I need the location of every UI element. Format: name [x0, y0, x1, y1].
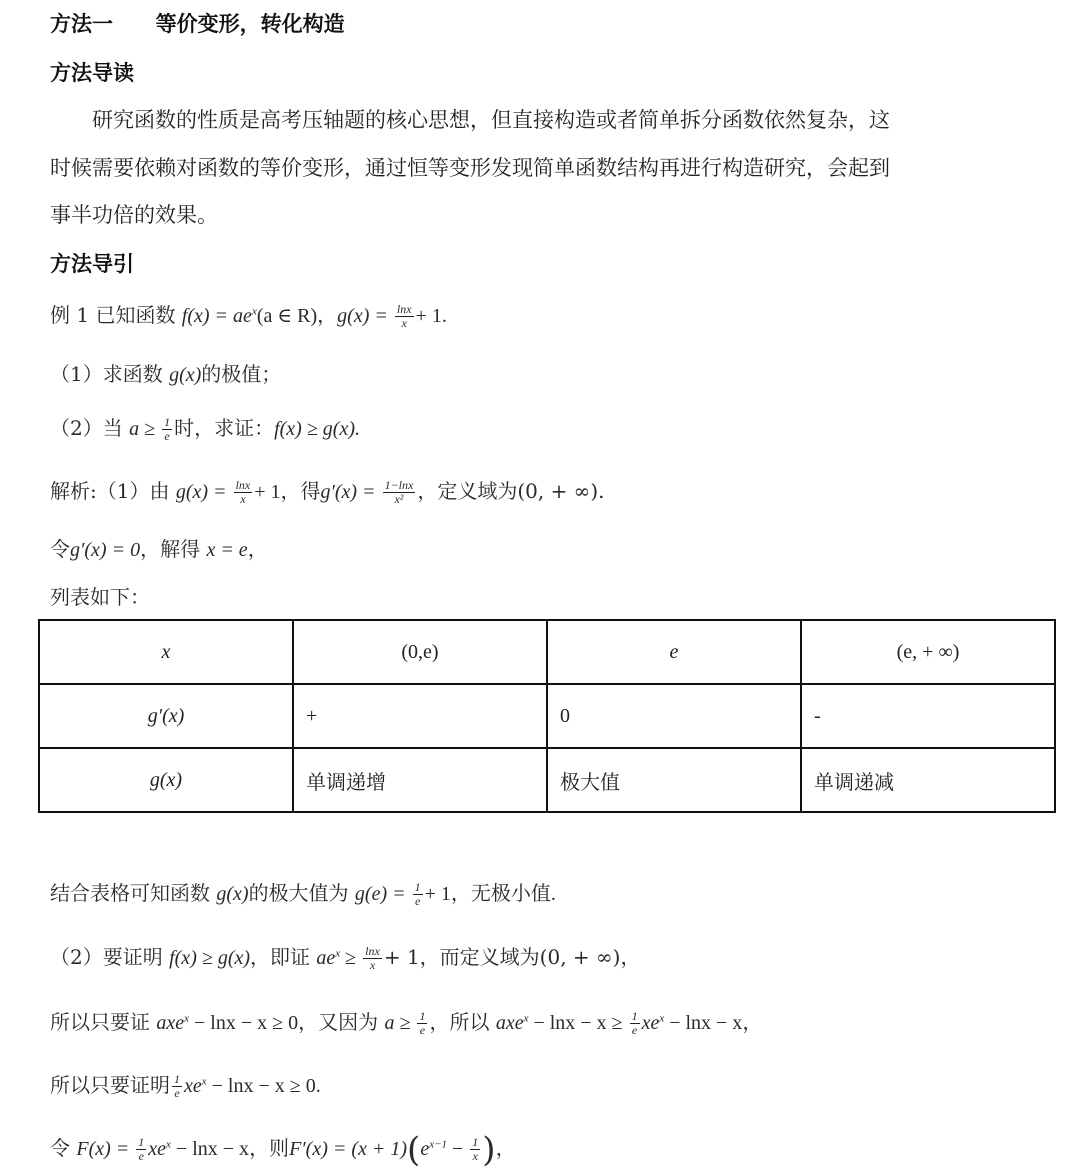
example-1 — [50, 299, 447, 330]
guide-read-title: 方法导读 — [50, 61, 134, 85]
inequality-f-g: f(x) ≥ g(x). — [274, 418, 361, 440]
table-cell: 单调递增 — [293, 748, 547, 812]
lnx-over-x-fraction: $\frac{\ln x}{x}$ — [365, 944, 380, 972]
method-title: 等价变形，转化构造 — [155, 12, 345, 36]
method-number: 方法一 — [50, 12, 113, 36]
conclusion-line: 结合表格可知函数 g(x)的极大值为 g(e) = $\frac{1}{e}$ + 1，无极小值. — [50, 880, 556, 908]
one-over-x-fraction: $\frac{1}{x}$ — [472, 1135, 479, 1163]
g-tail: + 1. — [415, 305, 447, 327]
table-header-cell: e — [547, 620, 801, 684]
table-row — [39, 748, 1055, 812]
solution-2-line-1: （2）要证明 f(x) ≥ g(x)，即证 $ae^x$ ≥ $\frac{\ln x}{x}$ + 1，而定义域为(0, + ∞)， — [50, 944, 641, 972]
guide-read-line-2: 时候需要依赖对函数的等价变形，通过恒等变形发现简单函数结构再进行构造研究，会起到 — [50, 156, 890, 180]
one-over-e-fraction: $\frac{1}{e}$ — [164, 415, 171, 443]
solution-1-line: 解析:（1）由 g(x) = $\frac{\ln x}{x}$ + 1，得g′(x) = $\frac{1-\ln x}{\text{x²}}$ ，定义域为(0, + ∞). — [50, 478, 605, 506]
f-domain: (a ∈ R)， — [256, 305, 338, 327]
g-of-x: g(x) — [169, 364, 202, 386]
table-header-row — [39, 620, 1055, 684]
one-over-e-fraction: $\frac{1}{e}$ — [419, 1009, 426, 1037]
guide-read-line-1: 研究函数的性质是高考压轴题的核心思想，但直接构造或者简单拆分函数依然复杂，这 — [92, 108, 890, 132]
table-row-label: g(x) — [39, 748, 293, 812]
guide-intro-title: 方法导引 — [50, 252, 134, 276]
solution-1-critical-point: 令g′(x) = 0，解得 x = e， — [50, 537, 268, 561]
lnx-over-x-fraction: $\frac{\ln x}{x}$ — [235, 478, 251, 506]
table-header-cell: (0,e) — [293, 620, 547, 684]
solution-2-line-3: 所以只要证明 $\frac{1}{e}$ $xe^x - \ln x - x \ge 0$. — [50, 1072, 321, 1100]
question-2: （2）当 a ≥ $\frac{1}{e}$ 时，求证：f(x) ≥ g(x). — [50, 415, 361, 443]
right-paren: ) — [482, 1130, 496, 1170]
table-row-label: g′(x) — [39, 684, 293, 748]
one-over-e-fraction: $\frac{1}{e}$ — [138, 1135, 145, 1163]
table-header-cell: (e, + ∞) — [801, 620, 1055, 684]
left-paren: ( — [407, 1130, 421, 1170]
solution-2-line-2: 所以只要证 axe$^x$ − lnx − x ≥ 0，又因为 a ≥ $\frac{1}{e}$ ，所以 axe$^x$ − lnx − x ≥ $\frac{1}{e}$ $xe^x - \ln x - x$， — [50, 1009, 763, 1037]
table-cell: 单调递减 — [801, 748, 1055, 812]
derivative-fraction: $\frac{1-\ln x}{\text{x²}}$ — [384, 478, 414, 506]
table-cell: - — [801, 684, 1055, 748]
solution-2-line-4: 令 F(x) = $\frac{1}{e}$ $xe^x - \ln x - x$，则$F'(x) = (x + 1)(e^{x-1}$ − $\frac{1}{x}$ )， — [50, 1130, 516, 1170]
table-header-cell: x — [39, 620, 293, 684]
f-definition: f(x) = ae — [181, 305, 252, 327]
f-exponent: x — [251, 305, 257, 318]
g-definition: g(x) = — [337, 305, 393, 327]
table-cell: 0 — [547, 684, 801, 748]
table-row — [39, 684, 1055, 748]
one-over-e-fraction: $\frac{1}{e}$ — [631, 1009, 638, 1037]
example-label: 例 1 已知函数 — [50, 303, 182, 327]
question-1: （1）求函数 g(x)的极值； — [50, 362, 282, 386]
table-intro: 列表如下： — [50, 585, 150, 609]
method-heading — [50, 8, 345, 38]
one-over-e-fraction: $\frac{1}{e}$ — [414, 880, 421, 908]
g-fraction: $\frac{\ln x}{x}$ — [396, 302, 412, 330]
table-cell: 极大值 — [547, 748, 801, 812]
monotonicity-table — [38, 619, 1056, 813]
table-cell: + — [293, 684, 547, 748]
one-over-e-fraction: $\frac{1}{e}$ — [174, 1072, 180, 1100]
guide-read-line-3: 事半功倍的效果。 — [50, 203, 218, 227]
